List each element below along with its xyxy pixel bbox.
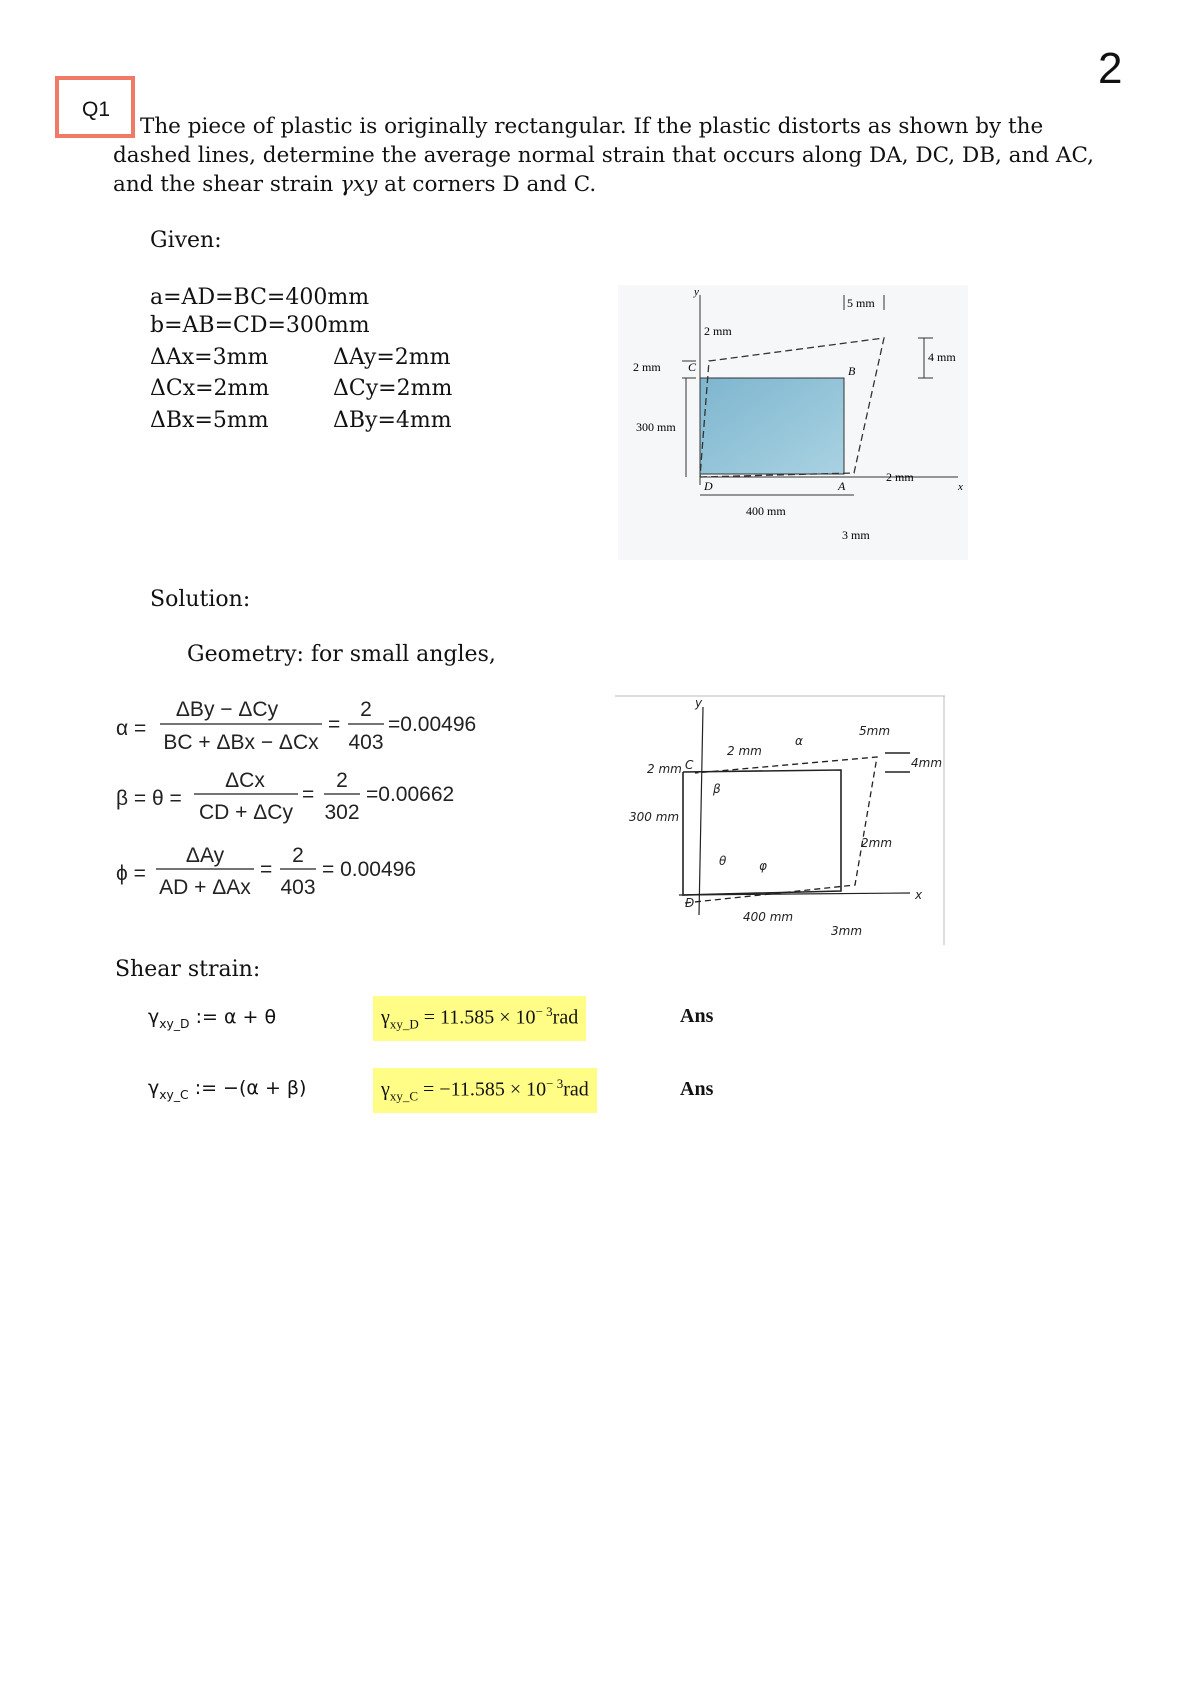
answer-label-c: Ans [680, 1078, 714, 1100]
phi-numerator: ΔAy [185, 844, 225, 867]
solution-heading: Solution: [150, 587, 251, 612]
alpha-eq: = [328, 713, 341, 736]
dim-2mm-left: 2 mm [633, 360, 661, 374]
sketch-diagram [615, 695, 945, 945]
sketch-phi: φ [759, 859, 767, 873]
axis-x-label: x [958, 481, 963, 493]
problem-statement [113, 112, 1103, 199]
dim-400mm: 400 mm [746, 504, 786, 518]
dim-300mm: 300 mm [636, 420, 676, 434]
beta-numerator: ΔCx [225, 769, 265, 792]
alpha-lhs: α = [116, 717, 147, 740]
question-label: Q1 [82, 98, 111, 121]
alpha-frac-den: 403 [348, 731, 384, 754]
dim-4mm: 4 mm [928, 350, 956, 364]
given-dAy: ΔAy=2mm [333, 345, 451, 370]
alpha-denominator: BC + ΔBx − ΔCx [163, 731, 319, 754]
strain-equations [110, 690, 530, 920]
gamma-c-result: $\gamma_{xy\_C} = -11.585 \times 10^{- 3}rad$ [373, 1068, 597, 1113]
sketch-400mm: 400 mm [743, 910, 794, 924]
given-dBx: ΔBx=5mm [150, 408, 269, 433]
alpha-numerator: ΔBy − ΔCy [175, 698, 279, 721]
sketch-y-label: y [695, 696, 703, 710]
point-c-label: C [688, 360, 697, 374]
beta-value: =0.00662 [366, 783, 455, 806]
page-number: 2 [1098, 44, 1123, 93]
sketch-y-axis [699, 707, 703, 915]
gamma-xy-symbol: γxy [340, 172, 378, 197]
problem-line-1: The piece of plastic is originally rectangular. If the plastic distorts as shown by the [140, 114, 1044, 139]
plastic-plate-diagram [618, 285, 968, 560]
problem-line-3: and the shear strain γxy at corners D and C. [113, 172, 597, 197]
gamma-d-definition: $\gamma_{xy\_D}$ := α + θ [148, 1006, 277, 1031]
phi-denominator: AD + ΔAx [159, 876, 251, 899]
answer-label-d: Ans [680, 1005, 714, 1027]
beta-frac-den: 302 [324, 801, 360, 824]
gamma-c-definition: $\gamma_{xy\_C}$ := −(α + β) [148, 1077, 307, 1102]
gamma-d-result: $\gamma_{xy\_D} = 11.585 \times 10^{- 3}rad$ [373, 996, 586, 1041]
given-b: b=AB=CD=300mm [150, 313, 370, 338]
phi-value: = 0.00496 [322, 858, 417, 881]
beta-eq: = [302, 783, 315, 806]
beta-frac-num: 2 [336, 769, 348, 792]
sketch-2mm-left: 2 mm [647, 762, 682, 776]
sketch-4mm: 4mm [911, 756, 943, 770]
sketch-2mm-top: 2 mm [727, 744, 762, 758]
sketch-5mm: 5mm [859, 724, 891, 738]
sketch-x-label: x [915, 888, 923, 902]
given-dCy: ΔCy=2mm [333, 376, 453, 401]
sketch-2mm-right: 2mm [861, 836, 893, 850]
phi-eq: = [260, 858, 273, 881]
alpha-value: =0.00496 [388, 713, 477, 736]
given-dCx: ΔCx=2mm [150, 376, 270, 401]
shear-heading: Shear strain: [115, 957, 261, 982]
problem-line-2: dashed lines, determine the average normal strain that occurs along DA, DC, DB, and AC, [113, 143, 1094, 168]
dim-5mm: 5 mm [847, 296, 875, 310]
phi-frac-den: 403 [280, 876, 316, 899]
beta-denominator: CD + ΔCy [199, 801, 293, 824]
sketch-d-label: D [685, 896, 695, 910]
sketch-theta: θ [719, 854, 727, 868]
sketch-300mm: 300 mm [629, 810, 680, 824]
sketch-3mm: 3mm [831, 924, 863, 938]
beta-lhs: β = θ = [116, 787, 182, 810]
phi-lhs: ϕ = [116, 862, 146, 885]
given-dBy: ΔBy=4mm [333, 408, 452, 433]
alpha-frac-num: 2 [360, 698, 372, 721]
original-plate [700, 378, 844, 474]
given-dAx: ΔAx=3mm [150, 345, 269, 370]
dim-2mm-right: 2 mm [886, 470, 914, 484]
dim-3mm: 3 mm [842, 528, 870, 542]
sketch-c-label: C [685, 758, 694, 772]
point-d-label: D [704, 479, 713, 493]
given-a: a=AD=BC=400mm [150, 285, 370, 310]
sketch-alpha: α [795, 734, 803, 748]
sketch-beta: β [713, 782, 721, 796]
geometry-note: Geometry: for small angles, [187, 642, 496, 667]
dim-2mm-top: 2 mm [704, 324, 732, 338]
phi-frac-num: 2 [292, 844, 304, 867]
sketch-deformed-outline [685, 757, 877, 903]
given-heading: Given: [150, 228, 222, 253]
point-a-label: A [838, 479, 846, 493]
axis-y-label: y [694, 286, 699, 298]
sketch-original-rect [683, 770, 841, 895]
point-b-label: B [848, 364, 856, 378]
